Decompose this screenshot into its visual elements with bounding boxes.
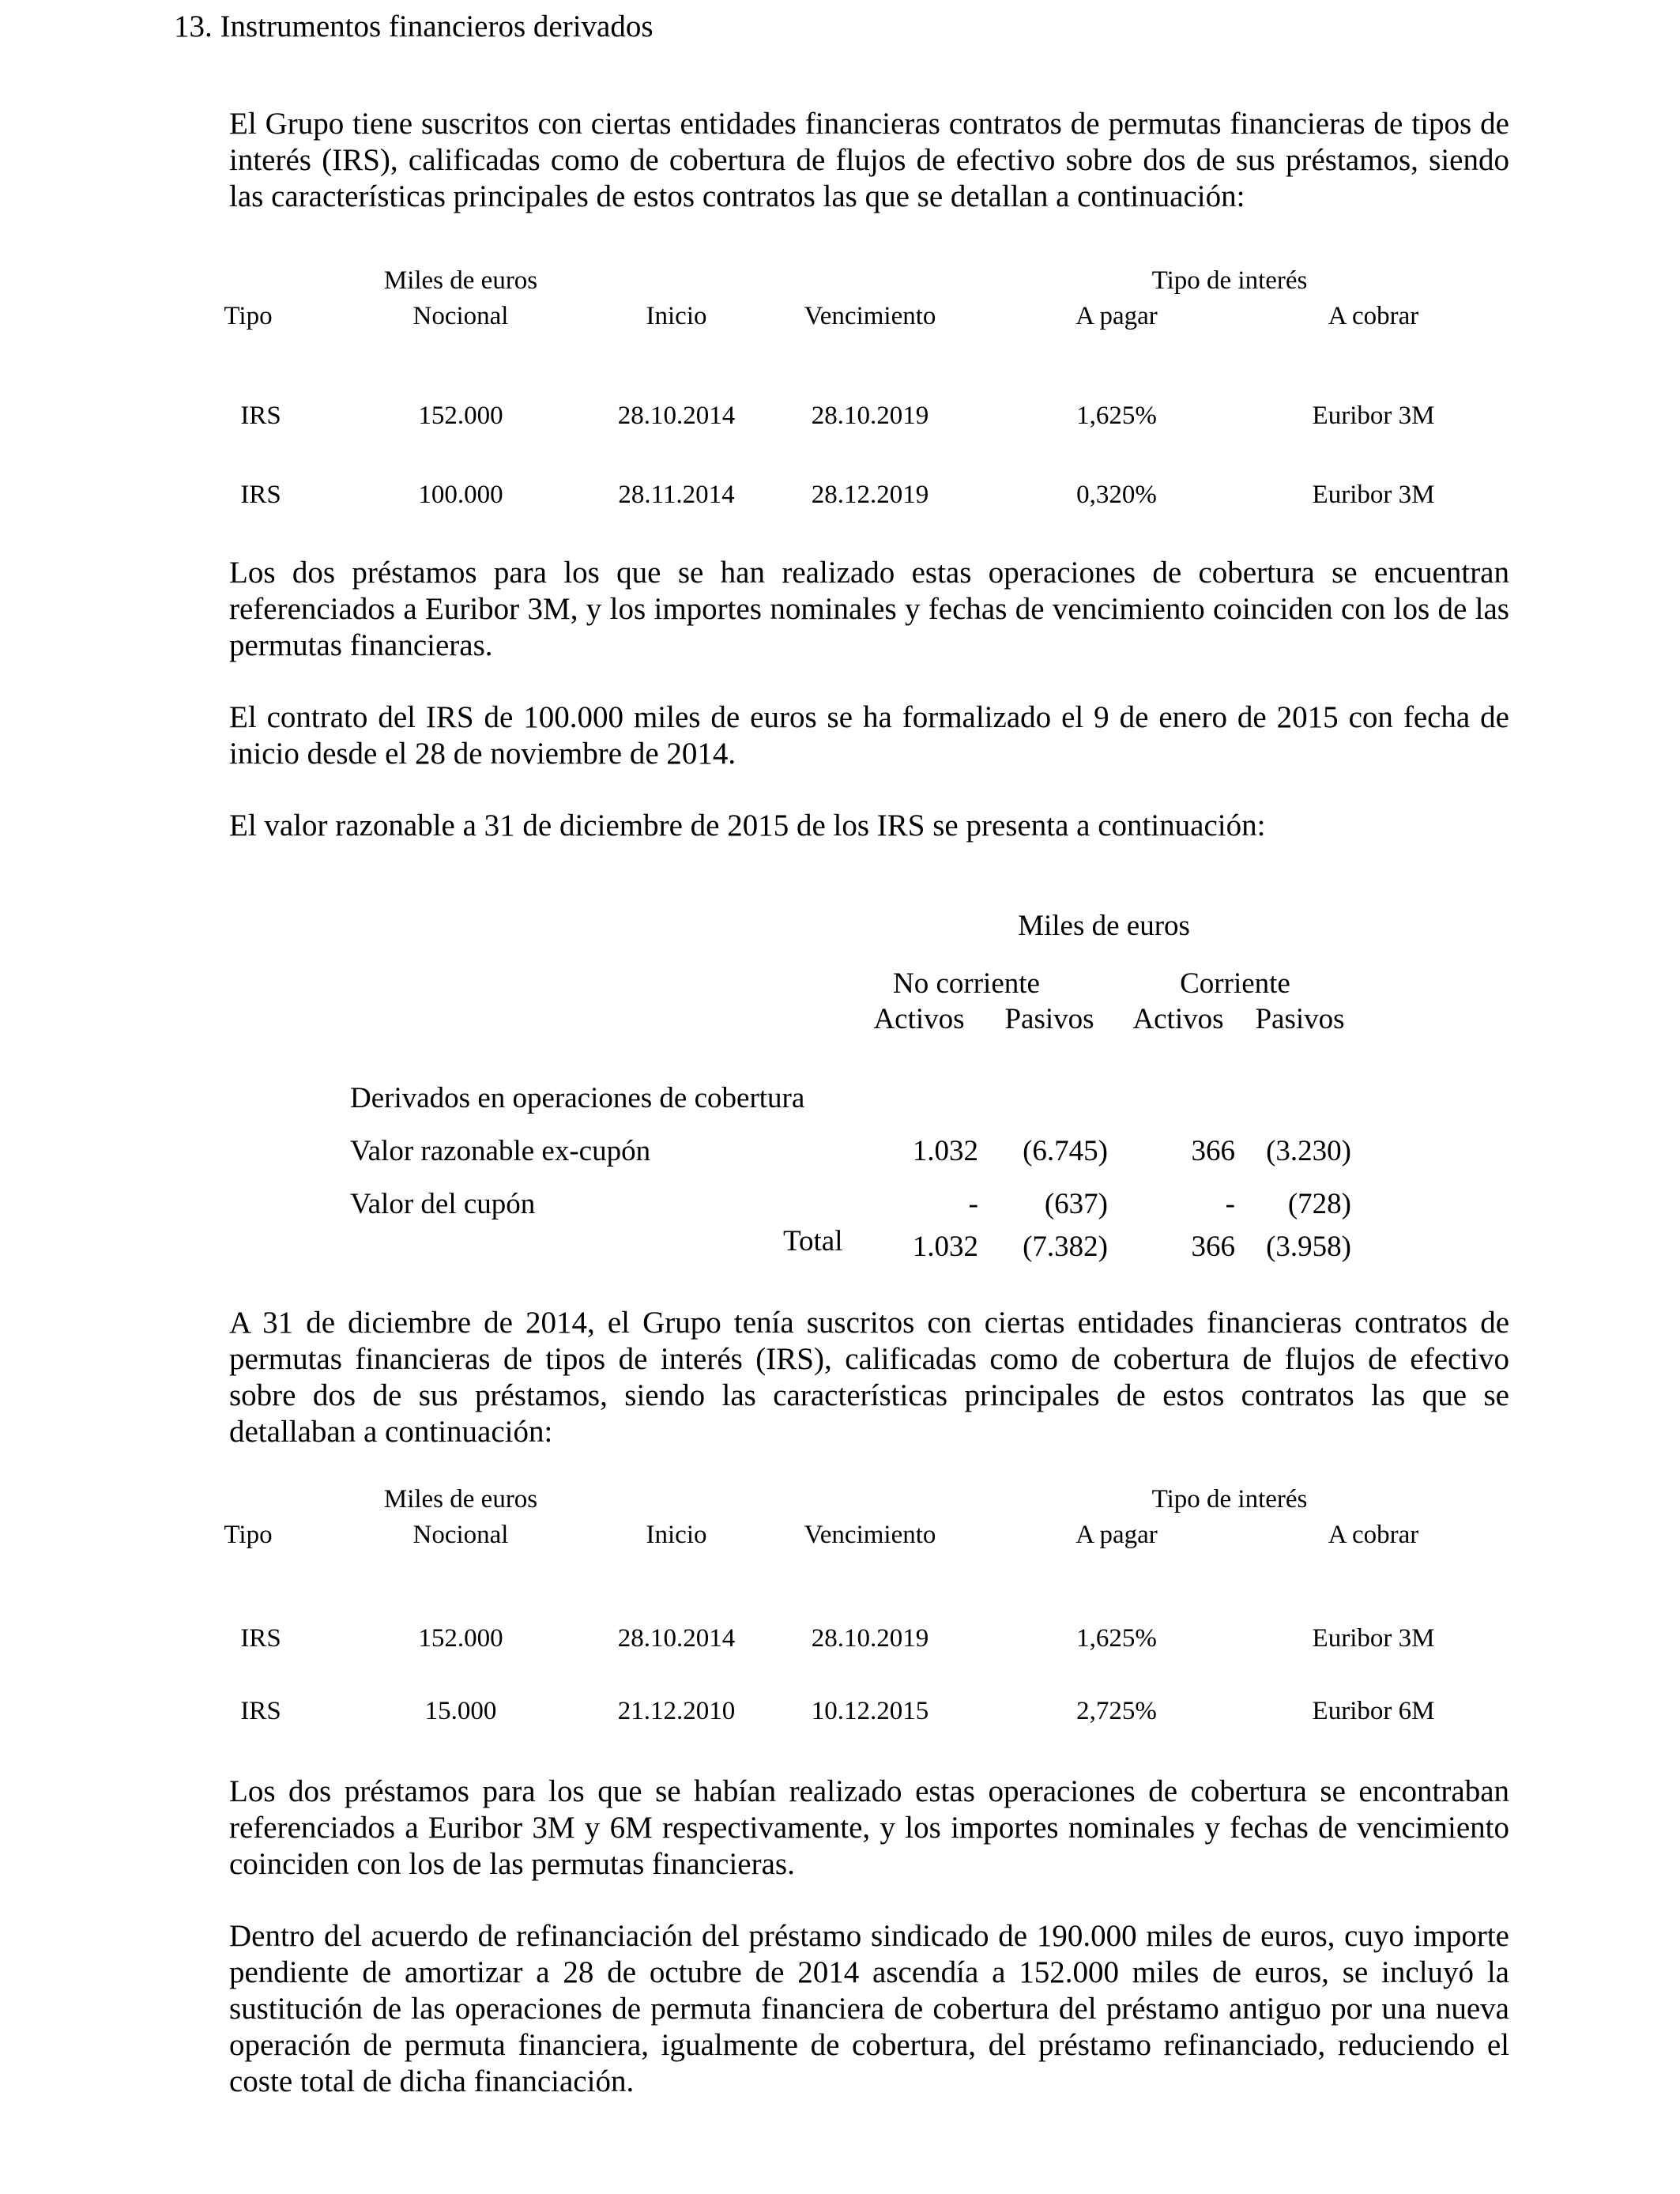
paragraph-fair-value-intro: El valor razonable a 31 de diciembre de 2015 de los IRS se presenta a continuación: <box>229 809 1266 843</box>
fv-group-no-corriente: No corriente <box>893 967 1040 1000</box>
cell-a-cobrar: Euribor 3M <box>1312 401 1435 430</box>
header-a-cobrar: A cobrar <box>1328 1521 1419 1549</box>
group-header-miles: Miles de euros <box>383 1485 538 1514</box>
header-inicio: Inicio <box>646 302 707 330</box>
cell-nocional: 100.000 <box>418 481 503 509</box>
fv-cell: 1.032 <box>912 1135 978 1167</box>
paragraph-refinancing: Dentro del acuerdo de refinanciación del préstamo sindicado de 190.000 miles de euros, cuyo importe pendiente de amortizar a 28 de octubre de 2014 ascendía a 152.000 miles de euros, se incluyó la sustitución de las operaciones de permuta financiera de cobertura del préstamo antiguo por una nueva operación de permuta financiera, igualmente de cobertura, del préstamo refinanciado, reduciendo el coste total de dicha financiación. <box>229 1919 1509 2098</box>
fv-subheader-pasivos: Pasivos <box>1004 1003 1094 1035</box>
fv-cell: (728) <box>1287 1188 1351 1220</box>
group-header-tipo-interes: Tipo de interés <box>1151 1485 1308 1514</box>
header-nocional: Nocional <box>412 302 509 330</box>
cell-tipo: IRS <box>240 481 281 509</box>
header-nocional: Nocional <box>412 1521 509 1549</box>
fv-cell: 1.032 <box>912 1231 978 1263</box>
cell-nocional: 152.000 <box>418 1624 503 1653</box>
fv-cell: (3.958) <box>1266 1231 1351 1263</box>
cell-inicio: 28.10.2014 <box>617 401 736 430</box>
cell-a-cobrar: Euribor 3M <box>1312 481 1435 509</box>
cell-nocional: 152.000 <box>418 401 503 430</box>
cell-inicio: 21.12.2010 <box>617 1697 736 1725</box>
paragraph-intro: El Grupo tiene suscritos con ciertas entidades financieras contratos de permutas financieras de tipos de interés (IRS), calificadas como de cobertura de flujos de efectivo sobre dos de sus préstamos, siendo las características principales de estos contratos las que se detallan a continuación: <box>229 107 1509 213</box>
cell-tipo: IRS <box>240 401 281 430</box>
fv-cell: (7.382) <box>1023 1231 1108 1263</box>
fv-cell: (6.745) <box>1023 1135 1108 1167</box>
header-inicio: Inicio <box>646 1521 707 1549</box>
fv-cell: - <box>968 1188 978 1220</box>
cell-inicio: 28.11.2014 <box>618 481 735 509</box>
paragraph-loans-2014: Los dos préstamos para los que se habían realizado estas operaciones de cobertura se encontraban referenciados a Euribor 3M y 6M respectivamente, y los importes nominales y fechas de vencimiento coinciden con los de las permutas financieras. <box>229 1774 1509 1881</box>
fv-section-label: Derivados en operaciones de cobertura <box>350 1082 805 1114</box>
header-a-cobrar: A cobrar <box>1328 302 1419 330</box>
fv-total-label: Total <box>783 1225 843 1257</box>
fv-title: Miles de euros <box>1018 910 1190 942</box>
fv-cell: (3.230) <box>1266 1135 1351 1167</box>
cell-a-pagar: 2,725% <box>1076 1697 1157 1725</box>
fv-cell: - <box>1225 1188 1235 1220</box>
fv-subheader-activos: Activos <box>1132 1003 1224 1035</box>
cell-vencimiento: 28.12.2019 <box>811 481 929 509</box>
cell-nocional: 15.000 <box>424 1697 497 1725</box>
header-vencimiento: Vencimiento <box>804 302 936 330</box>
fv-cell: 366 <box>1191 1135 1235 1167</box>
cell-tipo: IRS <box>240 1697 281 1725</box>
section-heading: 13. Instrumentos financieros derivados <box>174 9 654 43</box>
cell-a-pagar: 1,625% <box>1076 1624 1157 1653</box>
fv-row-label: Valor razonable ex-cupón <box>350 1135 651 1167</box>
cell-vencimiento: 28.10.2019 <box>811 401 929 430</box>
cell-a-pagar: 1,625% <box>1076 401 1157 430</box>
fv-cell: (637) <box>1044 1188 1108 1220</box>
cell-vencimiento: 10.12.2015 <box>811 1697 929 1725</box>
cell-inicio: 28.10.2014 <box>617 1624 736 1653</box>
fv-row-label: Valor del cupón <box>350 1188 536 1220</box>
paragraph-contract: El contrato del IRS de 100.000 miles de euros se ha formalizado el 9 de enero de 2015 con fecha de inicio desde el 28 de noviembre de 2014. <box>229 700 1509 771</box>
fv-group-corriente: Corriente <box>1180 967 1290 1000</box>
paragraph-loans-2015: Los dos préstamos para los que se han realizado estas operaciones de cobertura se encuentran referenciados a Euribor 3M, y los importes nominales y fechas de vencimiento coinciden con los de las permutas financieras. <box>229 556 1509 662</box>
fv-subheader-pasivos: Pasivos <box>1255 1003 1345 1035</box>
cell-a-cobrar: Euribor 6M <box>1312 1697 1435 1725</box>
cell-tipo: IRS <box>240 1624 281 1653</box>
group-header-miles: Miles de euros <box>383 266 538 295</box>
cell-a-pagar: 0,320% <box>1076 481 1157 509</box>
cell-a-cobrar: Euribor 3M <box>1312 1624 1435 1653</box>
header-vencimiento: Vencimiento <box>804 1521 936 1549</box>
paragraph-2014-intro: A 31 de diciembre de 2014, el Grupo tenía suscritos con ciertas entidades financieras contratos de permutas financieras de tipos de interés (IRS), calificadas como de cobertura de flujos de efectivo sobre dos de sus préstamos, siendo las características principales de estos contratos las que se detallaban a continuación: <box>229 1306 1509 1449</box>
fv-subheader-activos: Activos <box>873 1003 965 1035</box>
header-tipo: Tipo <box>224 302 273 330</box>
header-a-pagar: A pagar <box>1075 302 1158 330</box>
fv-cell: 366 <box>1191 1231 1235 1263</box>
group-header-tipo-interes: Tipo de interés <box>1151 266 1308 295</box>
cell-vencimiento: 28.10.2019 <box>811 1624 929 1653</box>
header-a-pagar: A pagar <box>1075 1521 1158 1549</box>
header-tipo: Tipo <box>224 1521 273 1549</box>
